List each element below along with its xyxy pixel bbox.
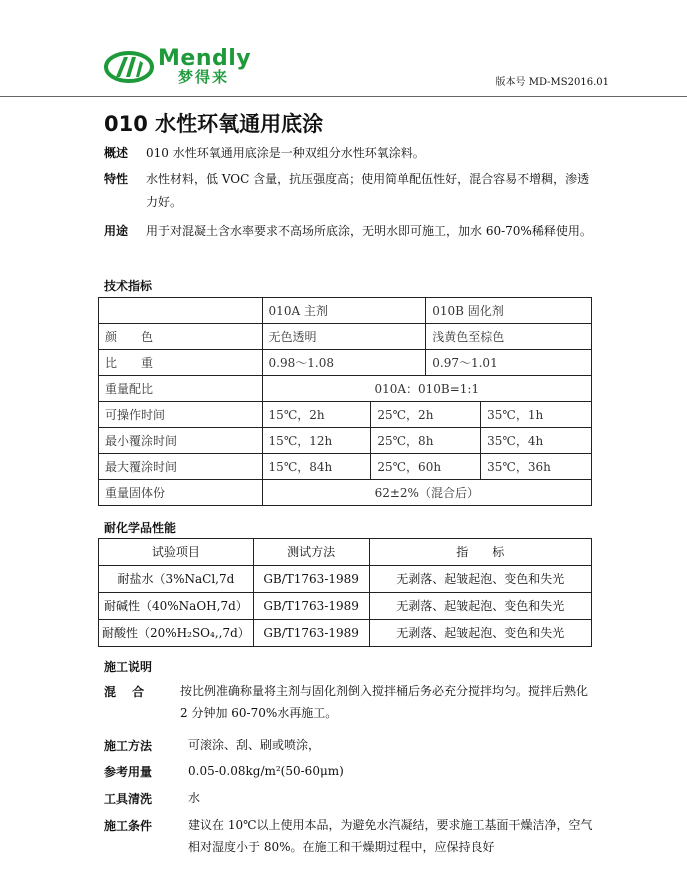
label: 混 合 [104,685,145,699]
cell: 35℃，4h [481,428,592,454]
table-row [99,620,592,647]
cell: 耐碱性（40%NaOH,7d） [99,593,254,620]
label: 施工条件 [104,819,153,833]
cell: 010B 固化剂 [426,298,592,324]
label: 特性 [104,172,129,186]
features [104,168,590,209]
cell: 010A 主剂 [262,298,426,324]
header-divider [0,96,687,97]
table-row [99,480,592,506]
cell: 比 重 [99,350,263,376]
value: 建议在 10℃以上使用本品，为避免水汽凝结，要求施工基面干燥洁净，空气相对湿度小于 80%。在施工和干燥期过程中，应保持良好 [188,818,593,854]
cell: 0.97～1.01 [426,350,592,376]
value: 水性材料，低 VOC 含量，抗压强度高；使用简单配伍性好，混合容易不增稠，渗透力好。 [146,172,590,209]
overview [104,142,425,165]
brand-name-cn: 梦得来 [178,68,230,86]
cell: 最大覆涂时间 [99,454,263,480]
cell: GB/T1763-1989 [253,620,369,647]
cell: 最小覆涂时间 [99,428,263,454]
cell: 耐酸性（20%H₂SO₄,,7d） [99,620,254,647]
value: 可滚涂、刮、刷或喷涂， [188,738,321,752]
cell: 无剥落、起皱起泡、变色和失光 [369,593,592,620]
label: 施工方法 [104,739,153,753]
value: 按比例准确称量将主剂与固化剂倒入搅拌桶后务必充分搅拌均匀。搅拌后熟化 2 分钟加 60-70%水再施工。 [180,684,589,720]
page-title: 010 水性环氧通用底涂 [104,112,324,136]
cell: 0.98～1.08 [262,350,426,376]
cell: 测试方法 [253,539,369,566]
table-row [99,324,592,350]
value: 010 水性环氧通用底涂是一种双组分水性环氧涂料。 [146,146,425,160]
cell: 25℃，8h [371,428,481,454]
cell: 35℃，36h [481,454,592,480]
cell: 35℃，1h [481,402,592,428]
cell: 重量固体份 [99,480,263,506]
table-row [99,539,592,566]
label: 概述 [104,146,129,160]
table-row [99,593,592,620]
cell: 试验项目 [99,539,254,566]
cell: 浅黄色至棕色 [426,324,592,350]
table-row [99,566,592,593]
brand-logo [104,48,251,85]
label: 用途 [104,224,129,238]
table-row [99,298,592,324]
chem-heading: 耐化学品性能 [104,521,177,535]
usage [104,220,592,243]
cell: 耐盐水（3%NaCl,7d [99,566,254,593]
cell: 无剥落、起皱起泡、变色和失光 [369,566,592,593]
tech-heading: 技术指标 [104,279,153,293]
cell: 25℃，60h [371,454,481,480]
value: 0.05-0.08kg/m²(50-60μm) [188,764,344,778]
table-row [99,402,592,428]
value: 用于对混凝土含水率要求不高场所底涂，无明水即可施工，加水 60-70%稀释使用。 [146,224,592,238]
cell: 15℃，12h [262,428,371,454]
label: 参考用量 [104,765,153,779]
cell: 15℃，84h [262,454,371,480]
cell: 无剥落、起皱起泡、变色和失光 [369,620,592,647]
table-row [99,350,592,376]
cell: 25℃，2h [371,402,481,428]
version-number: 版本号 MD-MS2016.01 [495,77,609,88]
cell: GB/T1763-1989 [253,566,369,593]
cell: 重量配比 [99,376,263,402]
cell: 颜 色 [99,324,263,350]
cell: 15℃，2h [262,402,371,428]
cell: 指 标 [369,539,592,566]
tech-table [98,297,592,506]
construction-heading: 施工说明 [104,660,153,674]
cell: 无色透明 [262,324,426,350]
cell: GB/T1763-1989 [253,593,369,620]
cell: 010A：010B=1:1 [262,376,591,402]
table-row [99,376,592,402]
value: 水 [188,791,201,805]
cell: 可操作时间 [99,402,263,428]
label: 工具清洗 [104,792,153,806]
table-row [99,454,592,480]
chem-table [98,538,592,647]
cell [99,298,263,324]
brand-name-en: Mendly [158,46,252,71]
mendly-logo-icon [104,51,154,83]
table-row [99,428,592,454]
cell: 62±2%（混合后） [262,480,591,506]
